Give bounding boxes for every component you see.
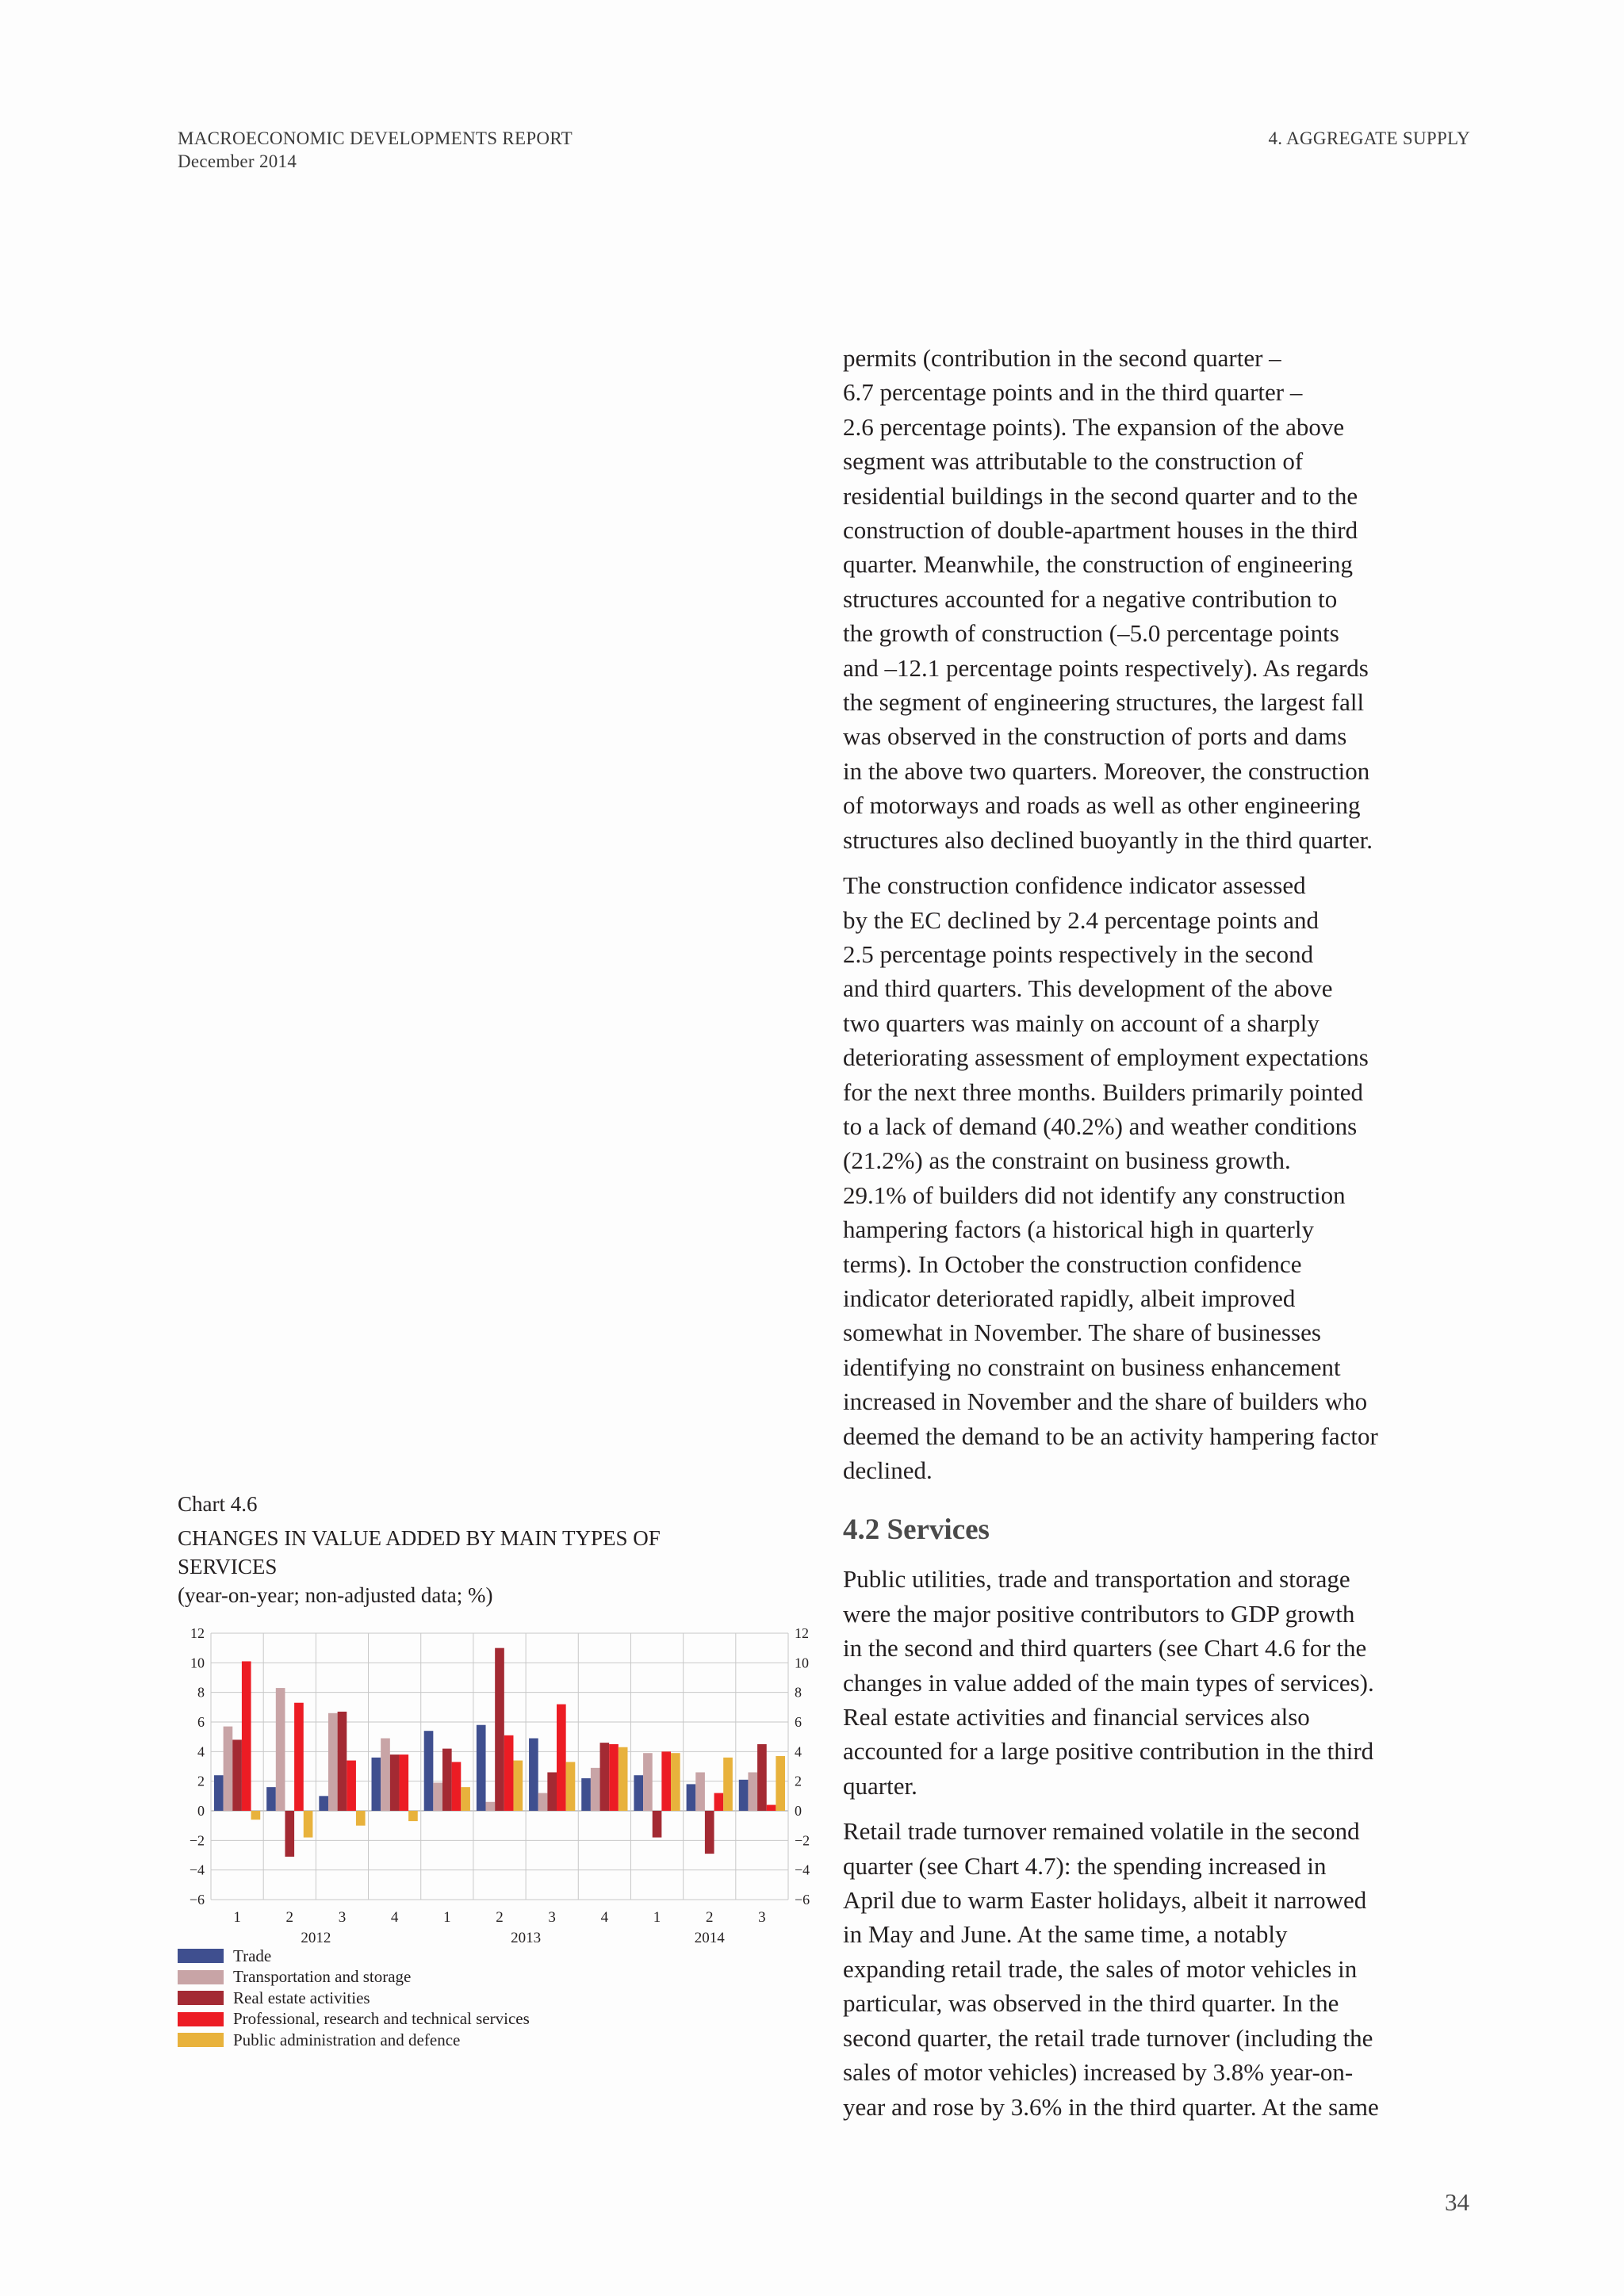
bar-chart [178, 1617, 828, 1942]
bar-transportation-and-storage [695, 1772, 705, 1811]
x-tick-label: 4 [390, 1909, 399, 1926]
bar-professional-research-and-technical-services [661, 1751, 671, 1811]
bar-transportation-and-storage [643, 1753, 653, 1811]
bar-professional-research-and-technical-services [399, 1755, 408, 1811]
bar-professional-research-and-technical-services [294, 1703, 304, 1811]
chart-caption [178, 1490, 828, 1609]
paragraph-services-contributors [843, 1562, 1477, 1803]
legend-item [178, 2009, 530, 2030]
text-line: the segment of engineering structures, the largest fall [843, 688, 1365, 717]
text-line: for the next three months. Builders primarily pointed [843, 1077, 1364, 1106]
bar-transportation-and-storage [748, 1772, 757, 1811]
y-tick-label-right: −2 [795, 1832, 810, 1849]
bar-professional-research-and-technical-services [767, 1805, 776, 1811]
x-tick-label: 4 [600, 1909, 609, 1926]
legend-swatch [178, 1949, 224, 1963]
bar-trade [319, 1796, 328, 1811]
chart-legend [178, 1946, 530, 2051]
legend-swatch [178, 1991, 224, 2005]
bar-trade [424, 1731, 434, 1811]
bar-public-administration-and-defence [251, 1811, 261, 1820]
text-line: Public utilities, trade and transportation and storage [843, 1565, 1350, 1594]
bar-public-administration-and-defence [408, 1811, 418, 1821]
bar-public-administration-and-defence [356, 1811, 366, 1826]
text-line: in May and June. At the same time, a notably [843, 1920, 1288, 1949]
legend-swatch [178, 2012, 224, 2026]
paragraph-construction-confidence [843, 868, 1477, 1487]
text-line: accounted for a large positive contribution in the third [843, 1737, 1374, 1766]
x-tick-label: 1 [233, 1909, 241, 1926]
page-number: 34 [1445, 2188, 1469, 2216]
text-line: 29.1% of builders did not identify any construction [843, 1181, 1346, 1209]
y-tick-label-right: 0 [795, 1803, 802, 1819]
text-line: to a lack of demand (40.2%) and weather conditions [843, 1112, 1358, 1140]
bar-transportation-and-storage [486, 1802, 496, 1811]
chart-label: Chart 4.6 [178, 1492, 258, 1516]
bar-real-estate-activities [600, 1743, 610, 1811]
legend-label: Real estate activities [233, 1988, 370, 2007]
y-tick-label-left: 0 [197, 1803, 205, 1819]
text-line: structures also declined buoyantly in the third quarter. [843, 825, 1373, 854]
legend-label: Public administration and defence [233, 2030, 461, 2049]
report-date: December 2014 [178, 151, 297, 171]
bar-transportation-and-storage [591, 1768, 600, 1811]
legend-swatch [178, 1970, 224, 1984]
bar-public-administration-and-defence [513, 1761, 523, 1811]
bar-trade [529, 1739, 538, 1811]
text-line: deemed the demand to be an activity hampering factor [843, 1422, 1378, 1450]
text-line: 6.7 percentage points and in the third quarter – [843, 378, 1303, 407]
legend-label: Transportation and storage [233, 1967, 412, 1987]
legend-swatch [178, 2033, 224, 2047]
bar-transportation-and-storage [276, 1688, 285, 1811]
bar-real-estate-activities [495, 1648, 504, 1811]
bar-trade [634, 1775, 643, 1811]
text-line: terms). In October the construction confidence [843, 1249, 1302, 1278]
y-tick-label-left: 4 [197, 1743, 205, 1760]
text-line: in the second and third quarters (see Chart 4.6 for the [843, 1634, 1367, 1663]
y-tick-label-right: 6 [795, 1714, 802, 1730]
y-tick-label-left: −2 [189, 1832, 205, 1849]
y-tick-label-left: −6 [189, 1892, 205, 1908]
bar-transportation-and-storage [328, 1713, 338, 1811]
paragraph-retail-trade [843, 1814, 1477, 2124]
chart-title-line: CHANGES IN VALUE ADDED BY MAIN TYPES OF [178, 1526, 661, 1550]
bar-professional-research-and-technical-services [609, 1744, 619, 1811]
text-line: was observed in the construction of ports and dams [843, 722, 1347, 751]
right-text-column [843, 341, 1477, 2135]
x-tick-label: 2 [285, 1909, 294, 1926]
bar-real-estate-activities [442, 1749, 452, 1811]
text-line: and third quarters. This development of the above [843, 974, 1333, 1003]
text-line: by the EC declined by 2.4 percentage points and [843, 905, 1320, 934]
text-line: of motorways and roads as well as other engineering [843, 791, 1361, 820]
text-line: April due to warm Easter holidays, albeit it narrowed [843, 1886, 1367, 1915]
text-line: declined. [843, 1456, 933, 1484]
legend-item [178, 1967, 530, 1988]
bar-public-administration-and-defence [671, 1753, 680, 1811]
text-line: increased in November and the share of builders who [843, 1387, 1368, 1416]
y-tick-label-left: 12 [190, 1625, 205, 1641]
x-tick-label: 2 [496, 1909, 504, 1926]
y-tick-label-right: −4 [795, 1862, 810, 1878]
paragraph-construction-permits [843, 341, 1477, 857]
x-year-label: 2012 [301, 1930, 331, 1942]
text-line: Retail trade turnover remained volatile in the second [843, 1817, 1360, 1846]
y-tick-label-left: 10 [190, 1655, 205, 1671]
y-tick-label-left: −4 [189, 1862, 205, 1878]
bar-trade [581, 1778, 591, 1811]
text-line: (21.2%) as the constraint on business growth. [843, 1146, 1291, 1175]
bar-real-estate-activities [390, 1755, 400, 1811]
y-tick-label-right: 12 [795, 1625, 809, 1641]
text-line: indicator deteriorated rapidly, albeit improved [843, 1284, 1296, 1312]
text-line: residential buildings in the second quarter and to the [843, 481, 1358, 510]
y-tick-label-right: −6 [795, 1892, 810, 1908]
text-line: quarter. [843, 1771, 917, 1800]
text-line: year and rose by 3.6% in the third quarter. At the same [843, 2092, 1379, 2121]
bar-professional-research-and-technical-services [242, 1661, 251, 1811]
bar-professional-research-and-technical-services [347, 1761, 356, 1811]
bar-professional-research-and-technical-services [452, 1762, 462, 1811]
bar-real-estate-activities [653, 1811, 662, 1838]
text-line: changes in value added of the main types of services). [843, 1668, 1374, 1697]
text-line: second quarter, the retail trade turnover (including the [843, 2023, 1373, 2052]
bar-transportation-and-storage [224, 1727, 233, 1811]
bar-public-administration-and-defence [461, 1787, 470, 1811]
legend-item [178, 1946, 530, 1967]
bar-transportation-and-storage [381, 1739, 390, 1811]
x-year-label: 2013 [511, 1930, 542, 1942]
text-line: somewhat in November. The share of businesses [843, 1318, 1321, 1347]
y-tick-label-left: 2 [197, 1773, 205, 1789]
x-year-label: 2014 [694, 1930, 725, 1942]
bar-real-estate-activities [705, 1811, 714, 1854]
text-line: and –12.1 percentage points respectively). As regards [843, 653, 1369, 682]
text-line: identifying no constraint on business enhancement [843, 1353, 1341, 1381]
chart-subtitle: (year-on-year; non-adjusted data; %) [178, 1583, 493, 1607]
text-line: expanding retail trade, the sales of motor vehicles in [843, 1954, 1358, 1983]
bar-professional-research-and-technical-services [714, 1793, 724, 1811]
bar-trade [739, 1780, 749, 1811]
legend-label: Professional, research and technical services [233, 2009, 530, 2029]
y-tick-label-right: 10 [795, 1655, 809, 1671]
bar-transportation-and-storage [433, 1783, 442, 1811]
bar-trade [266, 1787, 276, 1811]
bar-public-administration-and-defence [304, 1811, 313, 1838]
bar-real-estate-activities [285, 1811, 294, 1857]
bar-trade [372, 1758, 381, 1811]
text-line: sales of motor vehicles) increased by 3.8% year-on- [843, 2058, 1354, 2087]
bar-trade [477, 1725, 486, 1811]
section-header: 4. AGGREGATE SUPPLY [1268, 128, 1470, 148]
bar-public-administration-and-defence [723, 1758, 733, 1811]
bar-real-estate-activities [757, 1744, 767, 1811]
section-title: 4.2 Services [843, 1513, 990, 1547]
text-line: the growth of construction (–5.0 percentage points [843, 619, 1339, 648]
chart-title [178, 1524, 828, 1581]
bar-public-administration-and-defence [619, 1747, 628, 1811]
text-line: 2.6 percentage points). The expansion of the above [843, 412, 1345, 441]
bar-public-administration-and-defence [776, 1756, 785, 1811]
text-line: segment was attributable to the construction of [843, 447, 1304, 476]
text-line: 2.5 percentage points respectively in the second [843, 939, 1314, 968]
text-line: quarter (see Chart 4.7): the spending increased in [843, 1851, 1327, 1880]
chart-title-line: SERVICES [178, 1555, 278, 1578]
bar-real-estate-activities [232, 1739, 242, 1811]
legend-item [178, 1988, 530, 2009]
report-title: MACROECONOMIC DEVELOPMENTS REPORT [178, 128, 573, 148]
text-line: deteriorating assessment of employment expectations [843, 1043, 1369, 1072]
bar-professional-research-and-technical-services [504, 1735, 514, 1811]
bar-trade [214, 1775, 224, 1811]
y-tick-label-right: 2 [795, 1773, 802, 1789]
x-tick-label: 1 [443, 1909, 451, 1926]
y-tick-label-right: 4 [795, 1743, 802, 1760]
bar-public-administration-and-defence [566, 1762, 576, 1811]
y-tick-label-left: 6 [197, 1714, 205, 1730]
bar-professional-research-and-technical-services [557, 1705, 566, 1811]
bar-real-estate-activities [547, 1772, 557, 1811]
y-tick-label-left: 8 [197, 1684, 205, 1701]
x-tick-label: 1 [653, 1909, 661, 1926]
legend-item [178, 2030, 530, 2051]
x-tick-label: 2 [705, 1909, 714, 1926]
text-line: in the above two quarters. Moreover, the construction [843, 756, 1370, 785]
text-line: particular, was observed in the third quarter. In the [843, 1989, 1339, 2018]
y-tick-label-right: 8 [795, 1684, 802, 1701]
bar-transportation-and-storage [538, 1793, 548, 1811]
bar-real-estate-activities [338, 1712, 347, 1811]
text-line: quarter. Meanwhile, the construction of engineering [843, 550, 1354, 579]
bar-trade [687, 1784, 696, 1811]
text-line: structures accounted for a negative contribution to [843, 584, 1338, 613]
x-tick-label: 3 [338, 1909, 347, 1926]
text-line: two quarters was mainly on account of a sharply [843, 1008, 1320, 1037]
x-tick-label: 3 [758, 1909, 766, 1926]
text-line: permits (contribution in the second quarter – [843, 344, 1281, 372]
text-line: were the major positive contributors to GDP growth [843, 1599, 1355, 1628]
running-header-left [178, 127, 573, 173]
text-line: The construction confidence indicator assessed [843, 871, 1306, 900]
text-line: Real estate activities and financial services also [843, 1703, 1310, 1732]
legend-label: Trade [233, 1946, 272, 1965]
text-line: construction of double-apartment houses in the third [843, 516, 1358, 545]
text-line: hampering factors (a historical high in quarterly [843, 1215, 1314, 1244]
x-tick-label: 3 [548, 1909, 556, 1926]
